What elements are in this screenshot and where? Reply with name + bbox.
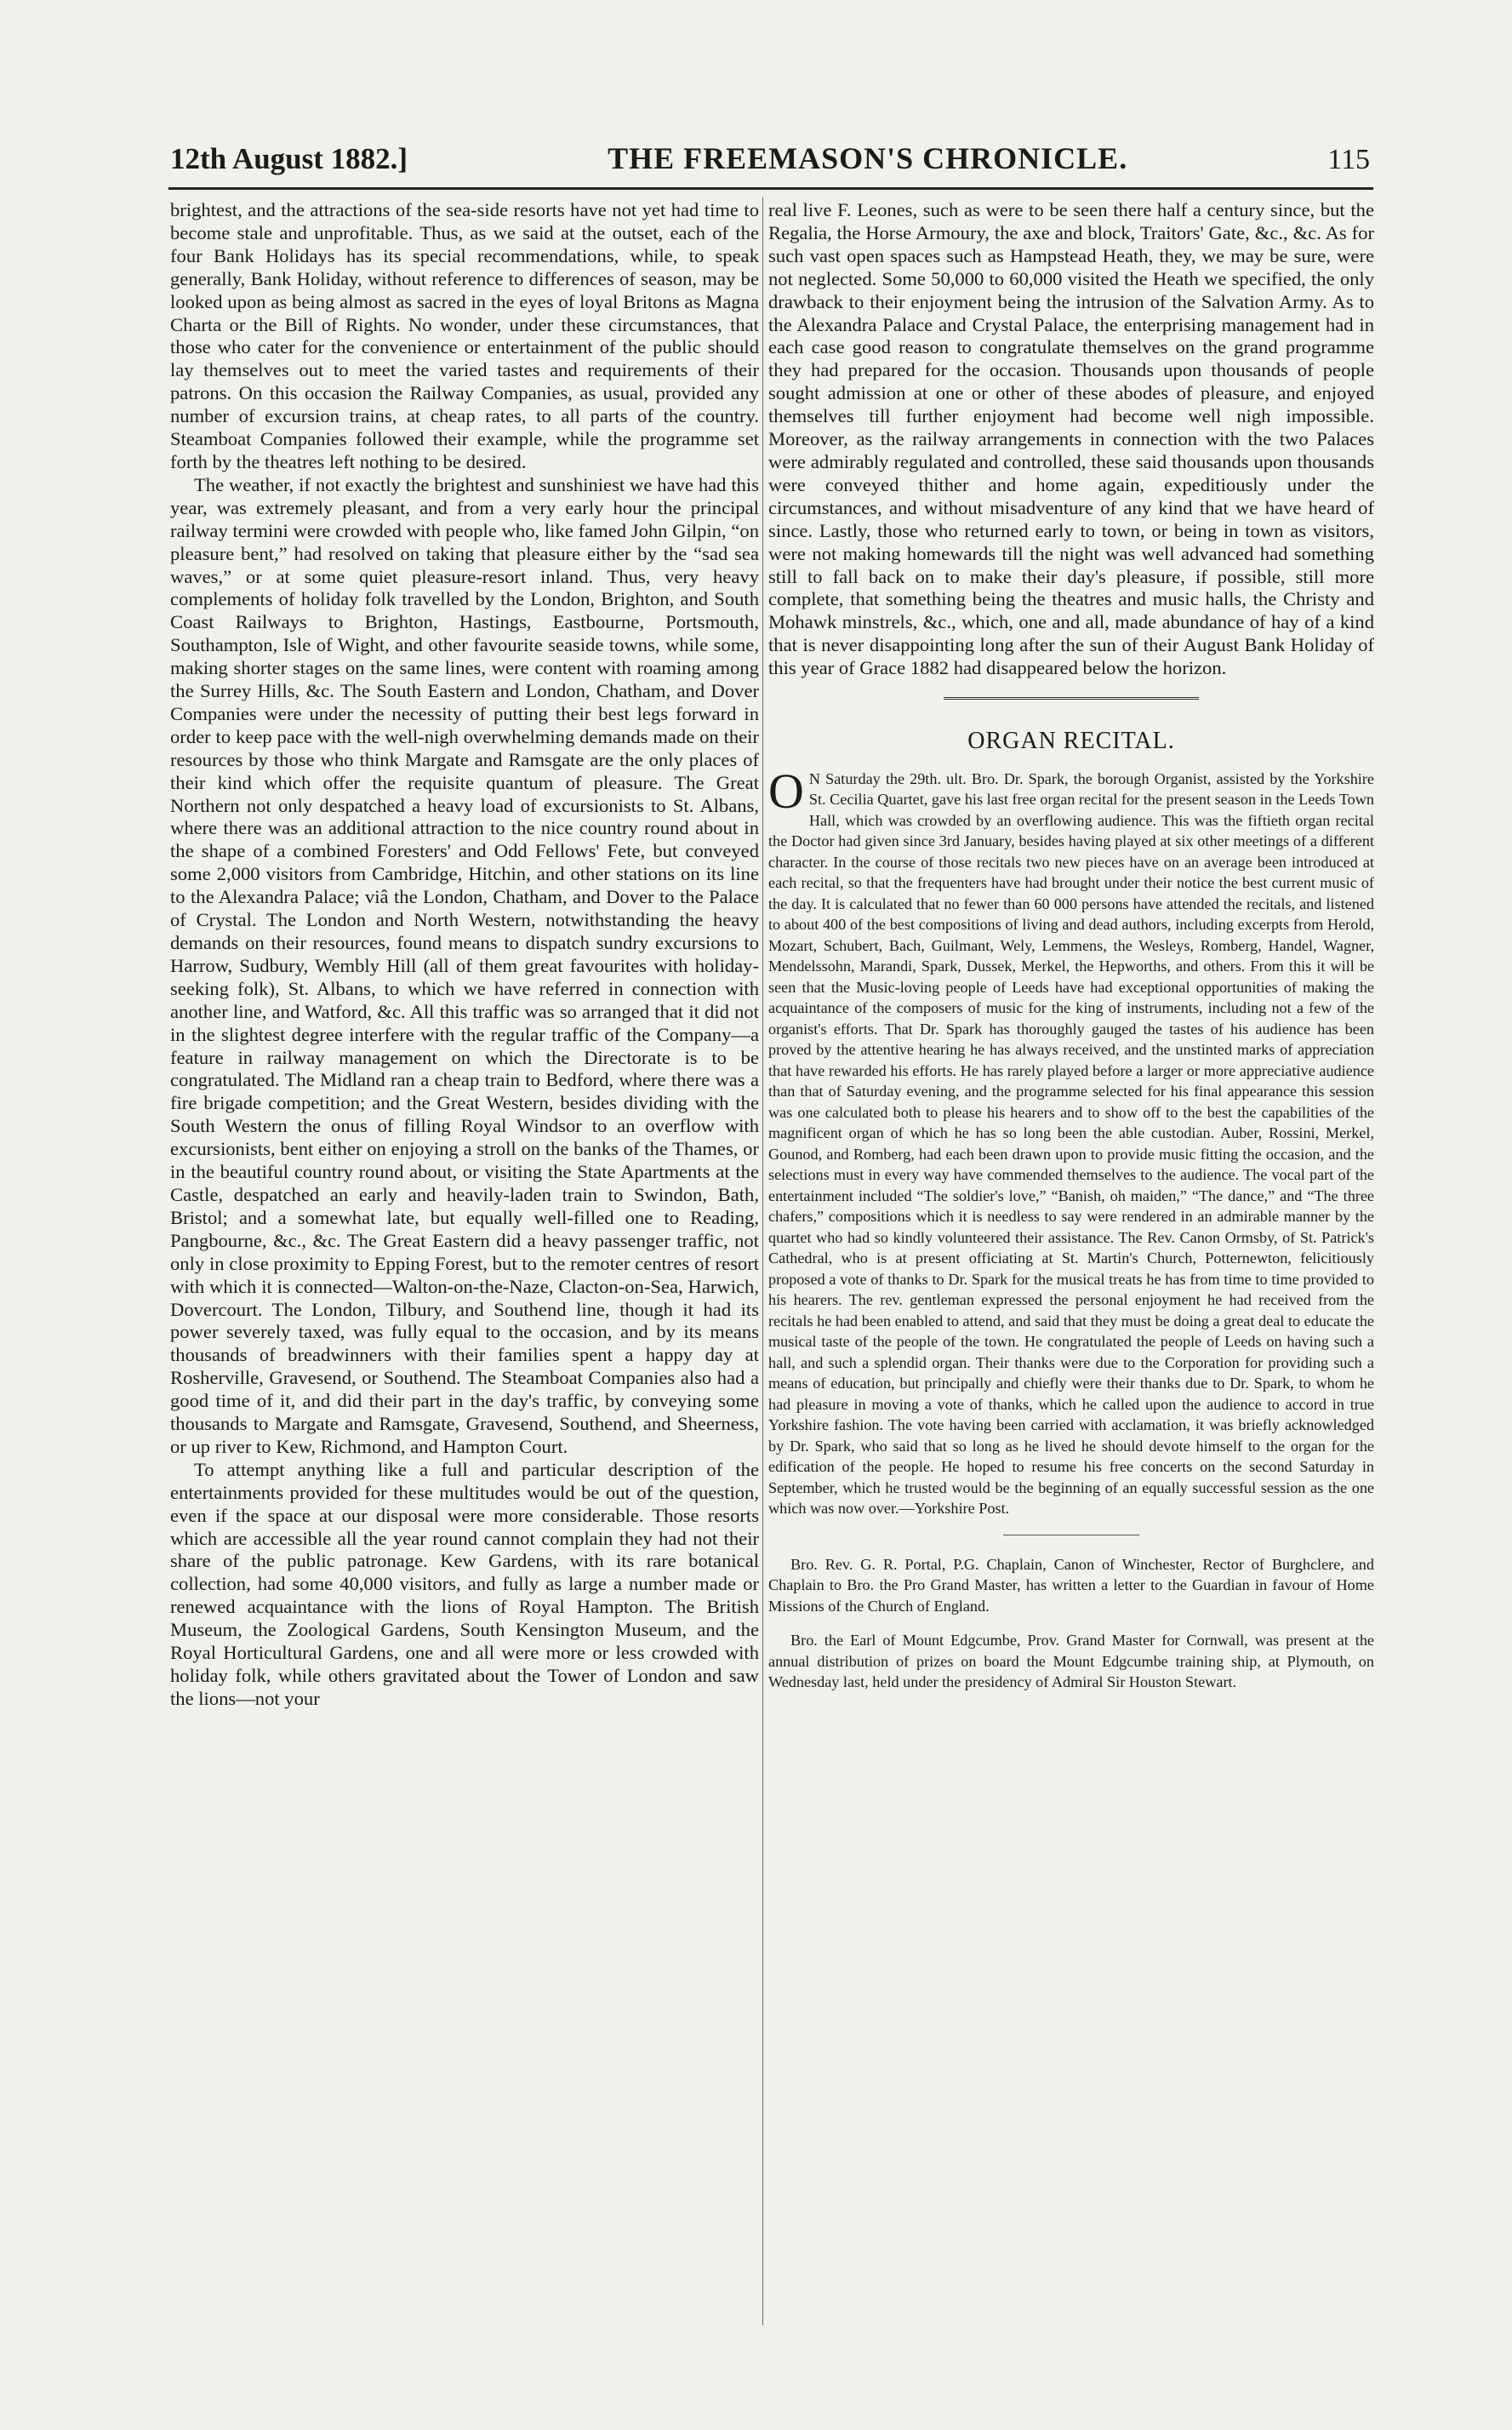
section-title: ORGAN RECITAL. [967, 728, 1175, 755]
header-rule [168, 187, 1373, 190]
article-paragraph: real live F. Leones, such as were to be seen there half a century since, but the Regalia, the Horse Armoury, the axe and block, Traitors' Gate, &c., &c. As for such vast open spaces such as Hampstead Heath, they, we may be sure, were not neglected. Some 50,000 to 60,000 visited the Heath we specified, the only drawback to their enjoyment being the intrusion of the Salvation Army. As to the Alexandra Palace and Crystal Palace, the enterprising management had in each case good reason to congratulate themselves on the grand programme they had prepared for the occasion. Thousands upon thousands of people sought admission at one or other of these abodes of pleasure, and enjoyed themselves till further enjoyment had become well nigh impossible. Moreover, as the railway arrangements in connection with the two Palaces were admirably regulated and controlled, these said thousands upon thousands were conveyed thither and home again, expeditiously under the circumstances, and without misadventure of any kind that we have heard of since. Lastly, those who returned early to town, or being in town as visitors, were not making homewards till the night was well advanced had something still to fall back on to make their day's pleasure, if possible, still more complete, that something being the theatres and music halls, the Christy and Mohawk minstrels, &c., which, one and all, made abundance of hay of a kind that is never disappointing long after the sun of their August Bank Holiday of this year of Grace 1882 had disappeared below the horizon. [768, 199, 1374, 679]
article-paragraph: The weather, if not exactly the brightest and sunshiniest we have had this year, was extremely pleasant, and from a very early hour the principal railway termini were crowded with people who, like famed John Gilpin, “on pleasure bent,” had resolved on taking that pleasure either by the “sad sea waves,” or at some quiet pleasure-resort inland. Thus, very heavy complements of holiday folk travelled by the London, Brighton, and South Coast Railways to Brighton, Hastings, Eastbourne, Portsmouth, Southampton, Isle of Wight, and other favourite seaside towns, while some, making shorter stages on the same lines, were content with roaming among the Surrey Hills, &c. The South Eastern and London, Chatham, and Dover Companies were under the necessity of putting their best legs forward in order to keep pace with the well-nigh overwhelming demands made on their resources by those who think Margate and Ramsgate are the only places of their kind which offer the requisite quantum of pleasure. The Great Northern not only despatched a heavy load of excursionists to St. Albans, where there was an additional attraction to the nice country round about in the shape of a combined Foresters' and Odd Fellows' Fete, but conveyed some 2,000 visitors from Cambridge, Hitchin, and other stations on its line to the Alexandra Palace; viâ the London, Chatham, and Dover to the Palace of Crystal. The London and North Western, notwithstanding the heavy demands on their resources, found means to dispatch sundry excursions to Harrow, Sudbury, Wembly Hill (all of them great favourites with holiday-seeking folk), St. Albans, to which we have referred in connection with another line, and Watford, &c. All this traffic was so arranged that it did not in the slightest degree interfere with the regular traffic of the Company—a feature in railway management on which the Directorate is to be congratulated. The Midland ran a cheap train to Bedford, where there was a fire brigade competition; and the Great Western, besides dividing with the South Western the onus of filling Royal Windsor to an overflow with excursionists, bent either on enjoying a stroll on the banks of the Thames, or in the beautiful country round about, or visiting the State Apartments at the Castle, despatched an early and heavily-laden train to Swindon, Bath, Bristol; and a somewhat late, but equally well-filled one to Reading, Pangbourne, &c., &c. The Great Eastern did a heavy passenger traffic, not only in close proximity to Epping Forest, but to the remoter centres of resort with which it is connected—Walton-on-the-Naze, Clacton-on-Sea, Harwich, Dovercourt. The London, Tilbury, and Southend line, though it had its power severely taxed, was fully equal to the occasion, and by its means thousands of breadwinners with their families spent a happy day at Rosherville, Gravesend, or Southend. The Steamboat Companies also had a good time of it, and did their part in the day's traffic, by conveying some thousands to Margate and Ramsgate, Gravesend, Southend, and Sheerness, or up river to Kew, Richmond, and Hampton Court. [170, 473, 759, 1457]
section-separator [944, 697, 1199, 700]
page-number: 115 [1327, 144, 1370, 175]
left-column [170, 199, 759, 2327]
page-header [170, 140, 1370, 183]
column-divider [762, 197, 763, 2325]
article-text: N Saturday the 29th. ult. Bro. Dr. Spark, the borough Organist, assisted by the Yorkshire St. Cecilia Quartet, gave his last free organ recital for the present season in the Leeds Town Hall, which was crowded by an overflowing audience. This was the fiftieth organ recital the Doctor had given since 3rd January, besides having played at six other meetings of a different character. In the course of those recitals two new pieces have on an average been introduced at each recital, so that the frequenters have had brought under their notice the best current music of the day. It is calculated that no fewer than 60 000 persons have attended the recitals, and listened to about 400 of the best compositions of living and dead authors, including excerpts from Herold, Mozart, Schubert, Bach, Guilmant, Wely, Lemmens, the Wesleys, Romberg, Handel, Wagner, Mendelssohn, Marandi, Spark, Dussek, Merkel, the Hepworths, and others. From this it will be seen that the Music-loving people of Leeds have had exceptional opportunities of making the acquaintance of the composers of music for the king of instruments, including not a few of the organist's efforts. That Dr. Spark has thoroughly gauged the tastes of his audience has been proved by the attentive hearing he has always received, and the unstinted marks of appreciation that have rewarded his efforts. He has rarely played before a larger or more appreciative audience than that of Saturday evening, and the programme selected for his final appearance this session was one calculated both to please his hearers and to show off to the best the capabilities of the magnificent organ of which he has so long been the able custodian. Auber, Rossini, Merkel, Gounod, and Romberg, had each been drawn upon to provide music fitting the occasion, and the selections must in every way have commended themselves to the audience. The vocal part of the entertainment included “The soldier's love,” “Banish, oh maiden,” “The dance,” and “The three chafers,” compositions which it is needless to say were rendered in an admirable manner by the quartet who had so kindly volunteered their assistance. The Rev. Canon Ormsby, of St. Patrick's Cathedral, who is at present officiating at St. Martin's Church, Potternewton, felicitiously proposed a vote of thanks to Dr. Spark for the musical treats he has from time to time provided to his hearers. The rev. gentleman expressed the personal enjoyment he had received from the recitals he had been enabled to attend, and said that they must be doing a great deal to educate the musical taste of the people of the town. He congratulated the people of Leeds on having such a hall, and such a splendid organ. Their thanks were due to the Corporation for providing such a means of education, but principally and chiefly were their thanks due to Dr. Spark, to whom he had pleasure in moving a vote of thanks, which he called upon the audience to accord in true Yorkshire fashion. The vote having been carried with acclamation, it was briefly acknowledged by Dr. Spark, who said that so long as he lived he should devote himself to the organ for the edification of the people. He hoped to resume his free concerts on the second Saturday in September, which he trusted would be the beginning of an equally successful session as the one which was now over.—Yorkshire Post. [768, 769, 1374, 1518]
issue-date: 12th August 1882.] [170, 142, 408, 175]
masonic-notes [768, 1554, 1374, 1693]
article-paragraph: To attempt anything like a full and particular description of the entertainments provided for these multitudes would be out of the question, even if the space at our disposal were more considerable. Those resorts which are accessible all the year round cannot complain they had not their share of the public patronage. Kew Gardens, with its rare botanical collection, had some 40,000 visitors, and fully as large a number made or renewed acquaintance with the lions of Royal Hampton. The British Museum, the Zoological Gardens, South Kensington Museum, and the Royal Horticultural Gardens, one and all were more or less crowded with holiday folk, while others gravitated about the Tower of London and saw the lions—not your [170, 1458, 759, 1709]
article-paragraph [768, 763, 1374, 1519]
organ-recital-article [768, 763, 1374, 1519]
drop-cap: O [768, 763, 804, 819]
publication-title: THE FREEMASON'S CHRONICLE. [608, 141, 1128, 175]
note-paragraph: Bro. the Earl of Mount Edgcumbe, Prov. Grand Master for Cornwall, was present at the annual distribution of prizes on board the Mount Edgcumbe training ship, at Plymouth, on Wednesday last, held under the presidency of Admiral Sir Houston Stewart. [768, 1632, 1374, 1691]
note-paragraph: Bro. Rev. G. R. Portal, P.G. Chaplain, Canon of Winchester, Rector of Burghclere, and Chaplain to Bro. the Pro Grand Master, has written a letter to the Guardian in favour of Home Missions of the Church of England. [768, 1555, 1374, 1615]
article-paragraph: brightest, and the attractions of the sea-side resorts have not yet had time to become stale and unprofitable. Thus, as we said at the outset, each of the four Bank Holidays has its special recommendations, while, to speak generally, Bank Holiday, without reference to differences of season, may be looked upon as being almost as sacred in the eyes of loyal Britons as Magna Charta or the Bill of Rights. No wonder, under these circumstances, that those who cater for the convenience or entertainment of the public should lay themselves out to meet the varied tastes and requirements of their patrons. On this occasion the Railway Companies, as usual, provided any number of excursion trains, at cheap rates, to all parts of the country. Steamboat Companies followed their example, while the programme set forth by the theatres left nothing to be desired. [170, 199, 759, 472]
right-column [768, 199, 1374, 2327]
